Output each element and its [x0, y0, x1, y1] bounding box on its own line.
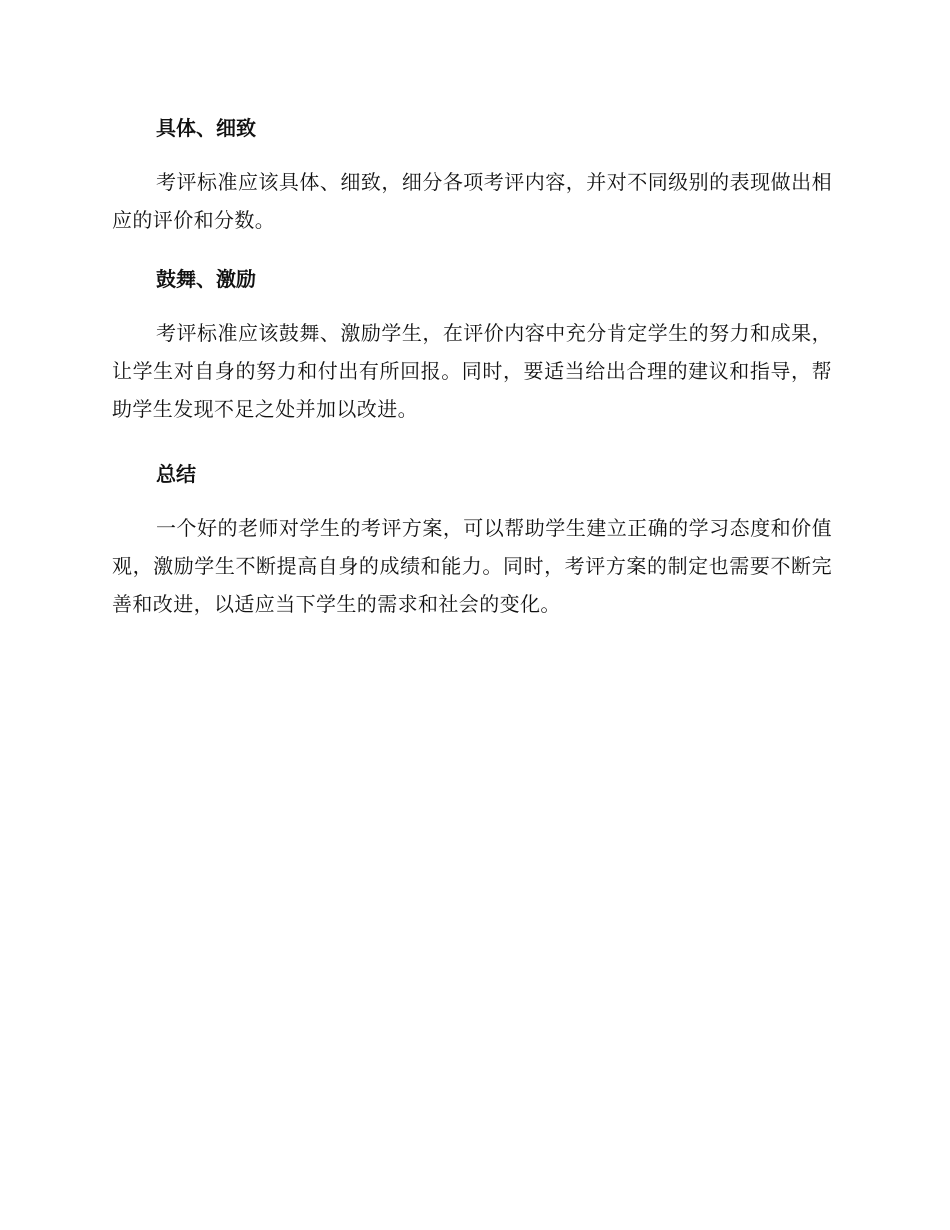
section-paragraph-summary: 一个好的老师对学生的考评方案，可以帮助学生建立正确的学习态度和价值观，激励学生不断提高自身的成绩和能力。同时，考评方案的制定也需要不断完善和改进，以适应当下学生的需求和社会的变化。 [112, 516, 832, 616]
section-heading-specific-detailed: 具体、细致 [156, 116, 256, 140]
section-paragraph-specific-detailed: 考评标准应该具体、细致，细分各项考评内容，并对不同级别的表现做出相应的评价和分数。 [112, 170, 832, 232]
section-heading-encourage-motivate: 鼓舞、激励 [156, 267, 256, 291]
section-paragraph-encourage-motivate: 考评标准应该鼓舞、激励学生，在评价内容中充分肯定学生的努力和成果，让学生对自身的努力和付出有所回报。同时，要适当给出合理的建议和指导，帮助学生发现不足之处并加以改进。 [112, 321, 832, 421]
section-heading-summary: 总结 [156, 462, 196, 486]
